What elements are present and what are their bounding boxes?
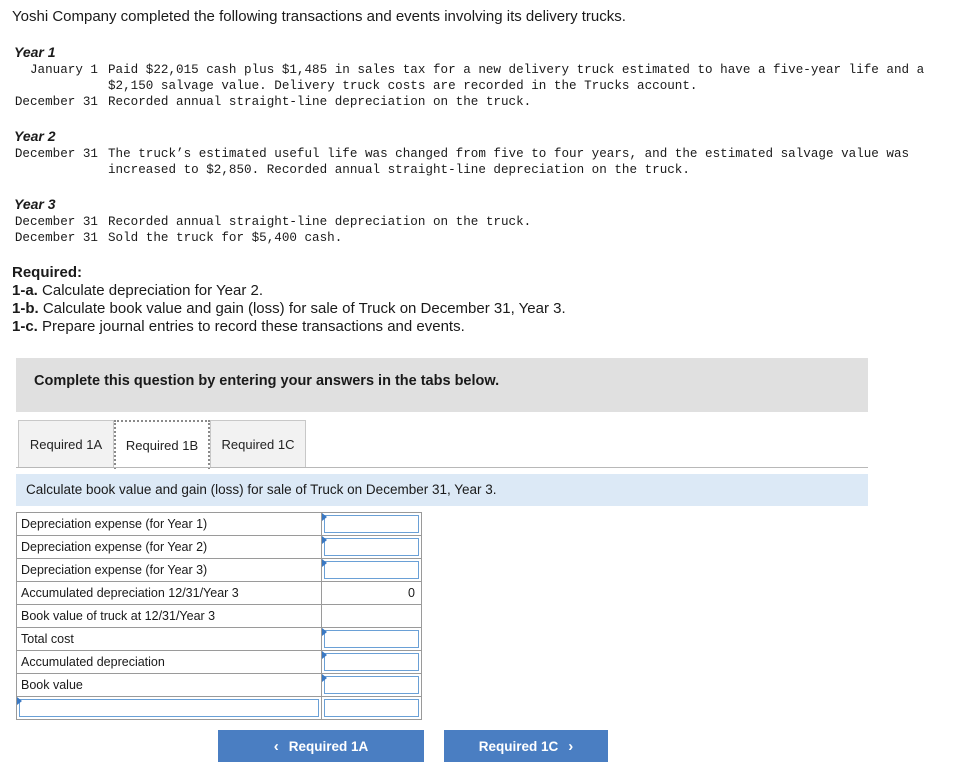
answer-input[interactable]	[324, 699, 419, 717]
entry-text: Recorded annual straight-line depreciation on the truck.	[108, 215, 532, 229]
row-label: Depreciation expense (for Year 1)	[17, 513, 322, 536]
required-item-label: 1-c.	[12, 318, 38, 335]
input-marker-icon	[322, 674, 327, 682]
required-item-text: Calculate book value and gain (loss) for sale of Truck on December 31, Year 3.	[38, 300, 566, 317]
next-tab-button[interactable]	[444, 730, 608, 762]
chevron-left-icon: ‹	[273, 737, 279, 755]
input-marker-icon	[322, 559, 327, 567]
tab-required-1c[interactable]: Required 1C	[210, 420, 306, 468]
entry-text: Paid $22,015 cash plus $1,485 in sales tax for a new delivery truck estimated to have a five-year life and a $2,150 salvage value. Delivery truck costs are recorded in the Trucks account.	[108, 63, 925, 93]
input-marker-icon	[322, 651, 327, 659]
table-row	[17, 582, 422, 605]
intro-text: Yoshi Company completed the following transactions and events involving its delivery trucks.	[12, 8, 626, 25]
input-marker-icon	[322, 628, 327, 636]
entry-text: Sold the truck for $5,400 cash.	[108, 231, 343, 245]
required-item-label: 1-a.	[12, 282, 38, 299]
complete-banner-text: Complete this question by entering your answers in the tabs below.	[34, 373, 500, 389]
row-label: Depreciation expense (for Year 2)	[17, 536, 322, 559]
table-row	[17, 628, 422, 651]
next-tab-label: Required 1C	[478, 738, 559, 754]
entry-date: January 1	[29, 63, 98, 77]
prev-tab-button[interactable]	[218, 730, 424, 762]
row-label: Book value	[17, 674, 322, 697]
entry-date: December 31	[14, 231, 98, 245]
complete-banner	[16, 358, 868, 412]
required-item	[12, 318, 566, 336]
table-row	[17, 536, 422, 559]
row-label: Book value of truck at 12/31/Year 3	[17, 605, 322, 628]
required-item-text: Prepare journal entries to record these transactions and events.	[37, 318, 465, 335]
entry-date: December 31	[14, 147, 98, 161]
required-item	[12, 300, 566, 318]
required-heading: Required:	[12, 264, 83, 281]
label-input[interactable]	[19, 699, 319, 717]
row-label: Depreciation expense (for Year 3)	[17, 559, 322, 582]
tab-required-1a[interactable]: Required 1A	[18, 420, 114, 468]
tab-divider	[16, 467, 868, 468]
required-item	[12, 282, 566, 300]
row-label: Accumulated depreciation	[17, 651, 322, 674]
answer-input[interactable]	[324, 676, 419, 694]
table-row	[17, 651, 422, 674]
table-row	[17, 605, 422, 628]
entry-text: Recorded annual straight-line depreciation on the truck.	[108, 95, 532, 109]
year-1-heading: Year 1	[14, 44, 56, 60]
entry-text: The truck’s estimated useful life was changed from five to four years, and the estimated salvage value was increased to $2,850. Recorded annual straight-line depreciation on the truck.	[108, 147, 910, 177]
prev-tab-label: Required 1A	[288, 738, 369, 754]
entry-date: December 31	[14, 95, 98, 109]
table-row	[17, 513, 422, 536]
table-row	[17, 697, 422, 720]
answer-input[interactable]	[324, 561, 419, 579]
answer-input[interactable]	[324, 515, 419, 533]
entry-date: December 31	[14, 215, 98, 229]
chevron-right-icon: ›	[568, 737, 574, 755]
table-row	[17, 559, 422, 582]
input-marker-icon	[17, 697, 22, 705]
row-label: Accumulated depreciation 12/31/Year 3	[17, 582, 322, 605]
computed-value: 0	[408, 586, 415, 600]
required-item-text: Calculate depreciation for Year 2.	[37, 282, 264, 299]
instruction-bar	[16, 474, 868, 506]
table-row	[17, 674, 422, 697]
year-3-heading: Year 3	[14, 196, 56, 212]
input-marker-icon	[322, 513, 327, 521]
answer-input[interactable]	[324, 653, 419, 671]
row-label: Total cost	[17, 628, 322, 651]
required-item-label: 1-b.	[12, 300, 39, 317]
year-2-heading: Year 2	[14, 128, 56, 144]
answer-input[interactable]	[324, 630, 419, 648]
required-section	[12, 264, 566, 336]
answer-input[interactable]	[324, 538, 419, 556]
instruction-text: Calculate book value and gain (loss) for sale of Truck on December 31, Year 3.	[26, 482, 497, 497]
input-marker-icon	[322, 536, 327, 544]
tab-required-1b[interactable]: Required 1B	[114, 420, 210, 469]
answer-table	[16, 512, 422, 720]
